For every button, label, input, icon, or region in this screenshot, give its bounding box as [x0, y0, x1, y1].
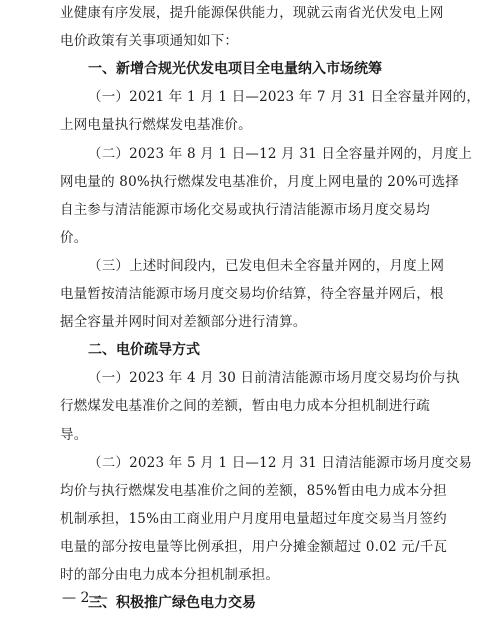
paragraph-line: （二）2023 年 5 月 1 日—12 月 31 日清洁能源市场月度交易 — [88, 455, 473, 471]
paragraph-line: 时的部分由电力成本分担机制承担。 — [60, 567, 280, 583]
paragraph-line: 导。 — [60, 427, 88, 443]
paragraph-line: 电量暂按清洁能源市场月度交易均价结算，待全容量并网后，根 — [60, 286, 444, 302]
intro-line: 电价政策有关事项通知如下： — [60, 33, 239, 49]
paragraph-line: 电量的部分按电量等比例承担，用户分摊金额超过 0.02 元/千瓦 — [60, 539, 448, 555]
section-heading: 三、积极推广绿色电力交易 — [88, 595, 256, 611]
paragraph-line: 自主参与清洁能源市场化交易或执行清洁能源市场月度交易均 — [60, 202, 430, 218]
paragraph-line: 价。 — [60, 230, 88, 246]
paragraph-line: 均价与执行燃煤发电基准价之间的差额，85%暂由电力成本分担 — [60, 483, 447, 499]
paragraph-line: 行燃煤发电基准价之间的差额，暂由电力成本分担机制进行疏 — [60, 398, 430, 414]
paragraph-line: （二）2023 年 8 月 1 日—12 月 31 日全容量并网的，月度上 — [88, 146, 473, 162]
paragraph-line: （三）上述时间段内，已发电但未全容量并网的，月度上网 — [88, 258, 445, 274]
paragraph-line: 网电量的 80%执行燃煤发电基准价，月度上网电量的 20%可选择 — [60, 174, 459, 190]
paragraph-line: （一）2023 年 4 月 30 日前清洁能源市场月度交易均价与执 — [88, 370, 460, 386]
paragraph-line: （一）2021 年 1 月 1 日—2023 年 7 月 31 日全容量并网的， — [88, 89, 481, 105]
paragraph-line: 据全容量并网时间对差额部分进行清算。 — [60, 314, 307, 330]
page-number: — 2 — — [62, 590, 108, 606]
intro-line: 业健康有序发展，提升能源保供能力，现就云南省光伏发电上网 — [60, 5, 444, 21]
section-heading: 二、电价疏导方式 — [88, 342, 200, 358]
paragraph-line: 上网电量执行燃煤发电基准价。 — [60, 117, 252, 133]
paragraph-line: 机制承担，15%由工商业用户月度用电量超过年度交易当月签约 — [60, 511, 447, 527]
section-heading: 一、新增合规光伏发电项目全电量纳入市场统筹 — [88, 61, 382, 77]
